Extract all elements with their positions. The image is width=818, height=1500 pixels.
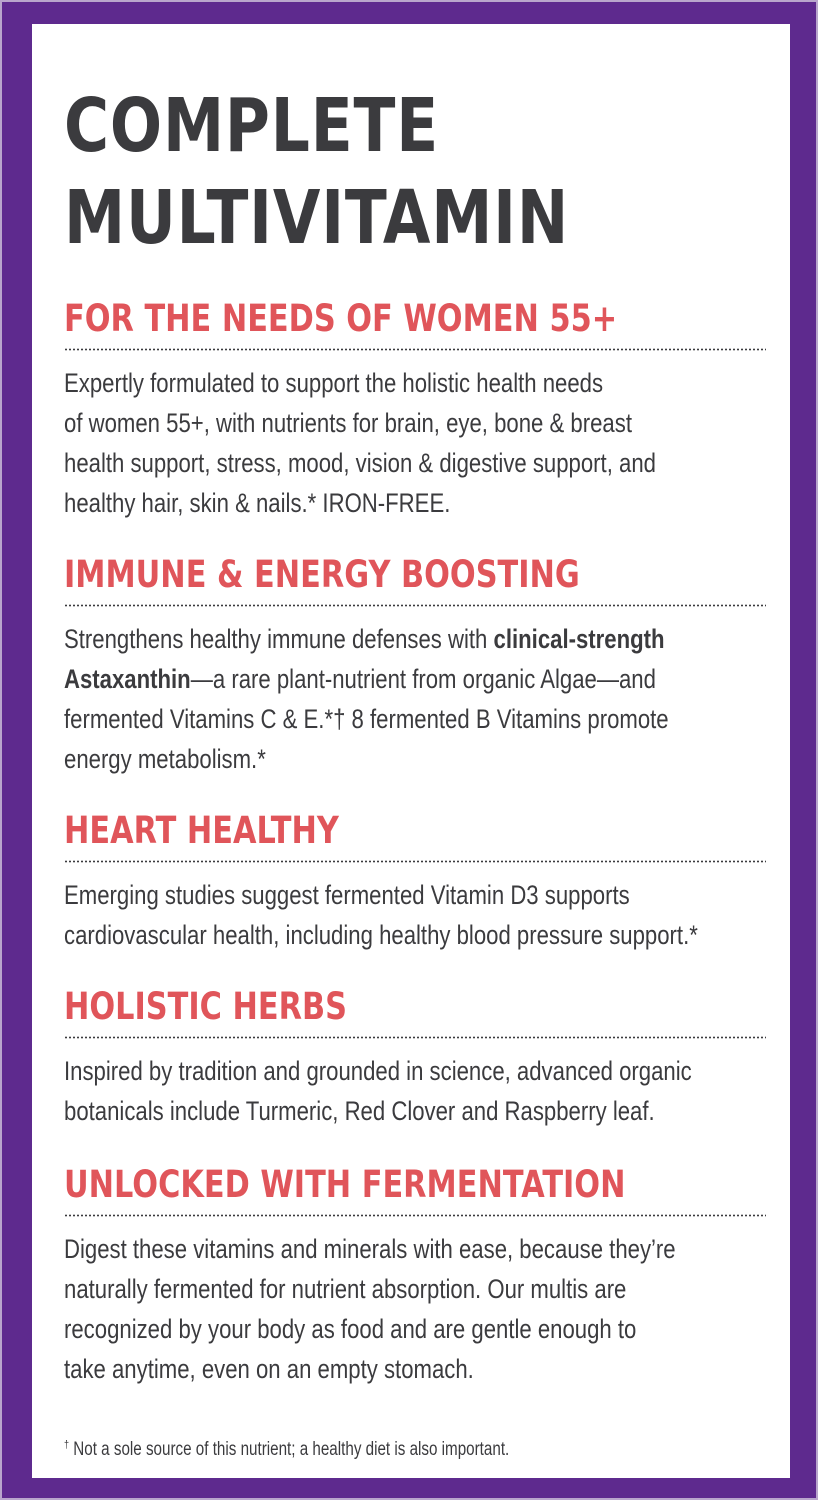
dagger-mark: † [64,1439,70,1452]
section-heading: IMMUNE & ENERGY BOOSTING [64,553,580,596]
body-line: naturally fermented for nutrient absorption. Our multis are [64,1274,627,1304]
body-line: healthy hair, skin & nails.* IRON-FREE. [64,488,451,518]
body-line: Emerging studies suggest fermented Vitamin D3 supports [64,880,630,910]
body-line: health support, stress, mood, vision & digestive support, and [64,448,656,478]
body-line: Digest these vitamins and minerals with ease, because they’re [64,1234,676,1264]
section-heading: UNLOCKED WITH FERMENTATION [64,1163,626,1206]
section-body [64,1229,769,1389]
body-text: —a rare plant-nutrient from organic Algae—and [190,664,656,694]
section-body [64,1051,769,1131]
dotted-divider [64,348,766,351]
body-text: Strengthens healthy immune defenses with [64,624,494,654]
dotted-divider [64,604,766,607]
section-body [64,363,769,523]
body-line: of women 55+, with nutrients for brain, eye, bone & breast [64,408,632,438]
section-fermentation [64,1162,768,1389]
body-line: fermented Vitamins C & E.*† 8 fermented B Vitamins promote [64,704,669,734]
footnote [64,1438,509,1462]
page-title [64,80,569,264]
section-body [64,875,769,955]
section-heart-healthy [64,808,768,955]
body-line: Expertly formulated to support the holistic health needs [64,368,604,398]
title-line-2: MULTIVITAMIN [64,175,570,261]
title-line-1: COMPLETE [64,83,440,169]
section-heading: HEART HEALTHY [64,809,339,852]
body-line: energy metabolism.* [64,744,266,774]
body-line [64,659,769,699]
dotted-divider [64,1036,766,1039]
section-women-55 [64,296,768,523]
dotted-divider [64,860,766,863]
body-line: recognized by your body as food and are gentle enough to [64,1314,637,1344]
bold-text: Astaxanthin [64,664,191,694]
section-heading: FOR THE NEEDS OF WOMEN 55+ [64,297,618,340]
content-card [32,24,790,1478]
body-line [64,619,769,659]
section-heading: HOLISTIC HERBS [64,985,347,1028]
bold-text: clinical-strength [493,624,665,654]
body-line: Inspired by tradition and grounded in science, advanced organic [64,1056,692,1086]
body-line: botanicals include Turmeric, Red Clover and Raspberry leaf. [64,1096,655,1126]
section-holistic-herbs [64,984,768,1131]
section-body [64,619,769,779]
body-line: take anytime, even on an empty stomach. [64,1354,474,1384]
body-line: cardiovascular health, including healthy blood pressure support.* [64,920,698,950]
section-immune-energy [64,552,768,779]
footnote-text: Not a sole source of this nutrient; a healthy diet is also important. [69,1439,510,1460]
dotted-divider [64,1214,766,1217]
